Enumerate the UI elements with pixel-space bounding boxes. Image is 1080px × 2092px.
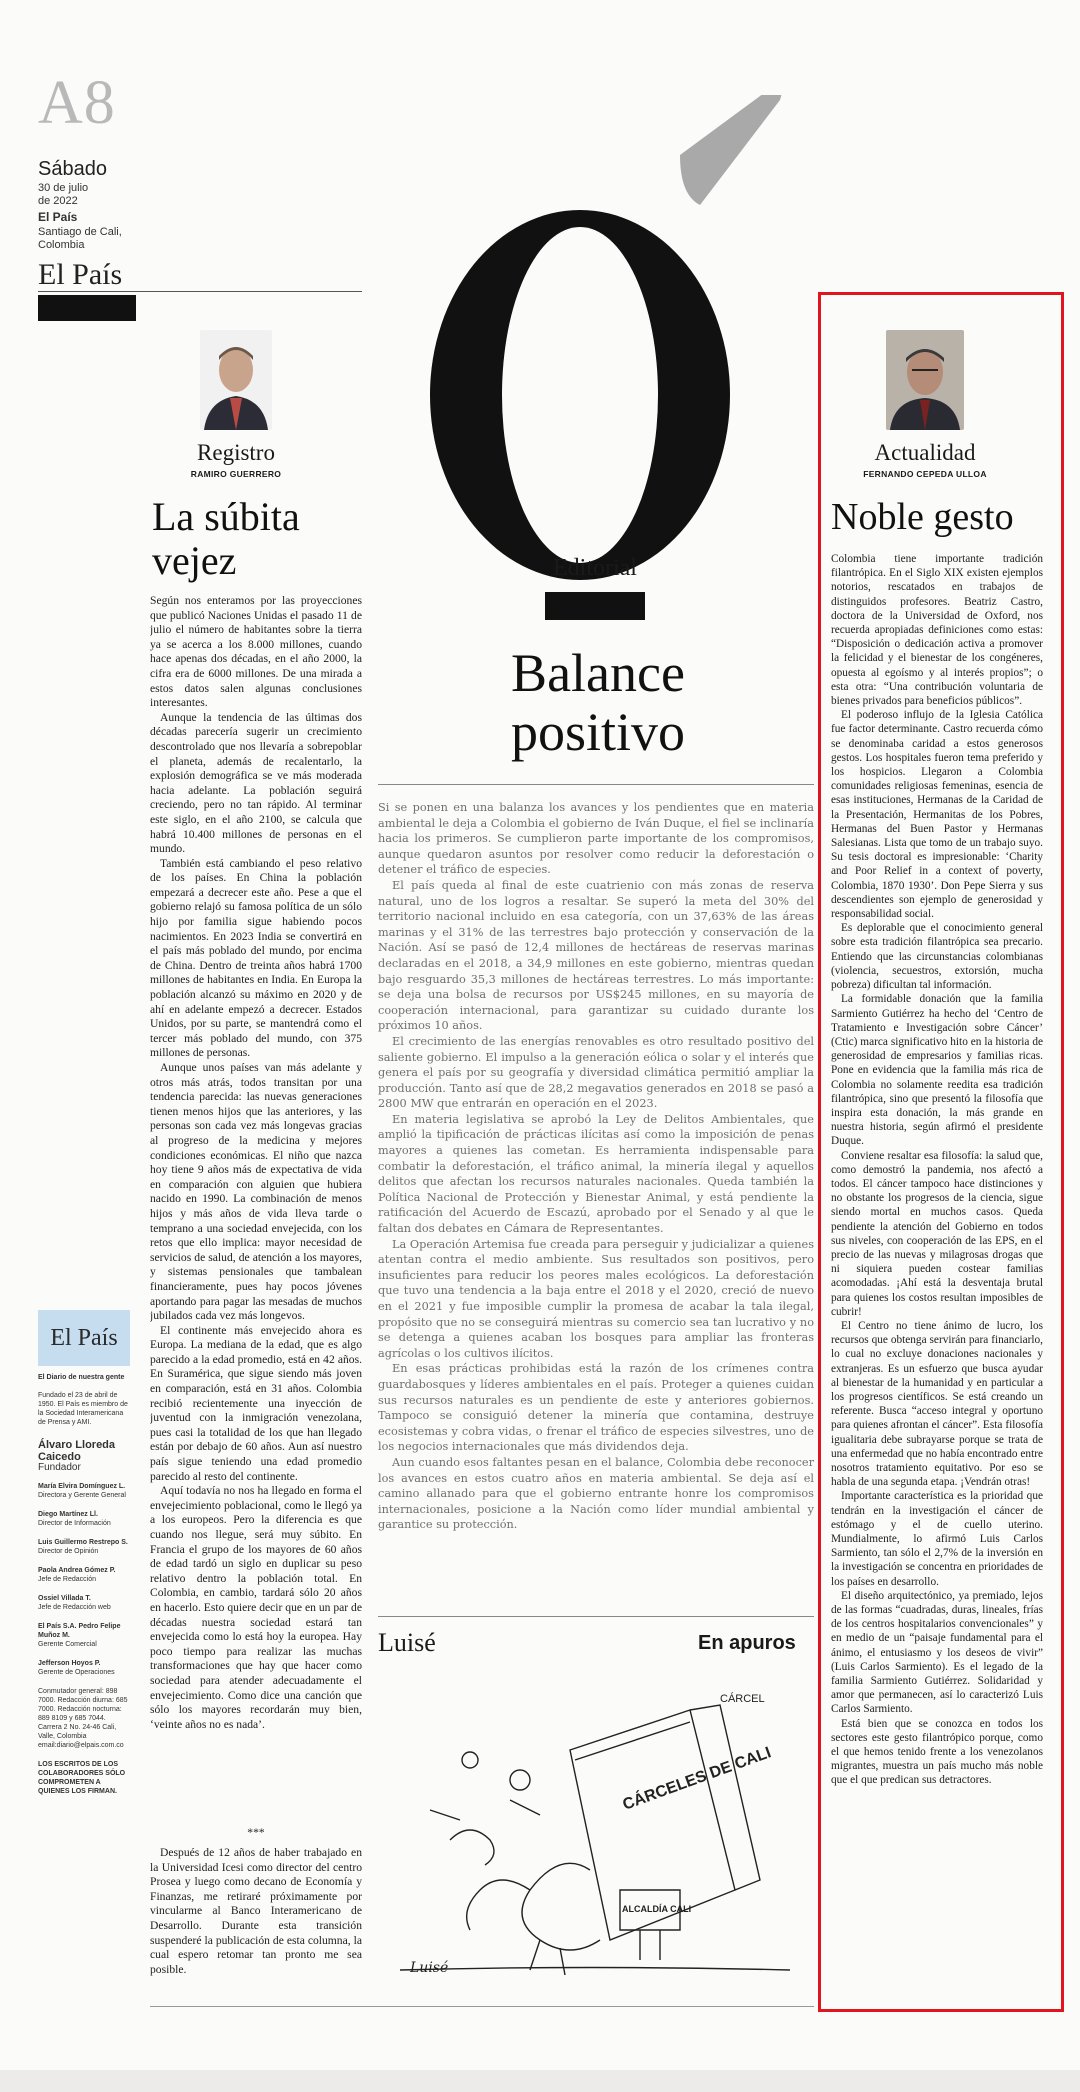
paragraph: Aunque la tendencia de las últimas dos décadas parecería sugerir un crecimiento descontrolado que nos llevaría a sobrepoblar el planeta, además de recalentarlo, la explosión demográfica se ve más moderada hacia adelante. La población seguirá creciendo, pero no tan rápido. Al terminar este siglo, en el año 2100, se calcula que habrá 10.400 millones de personas en el mundo.	[150, 710, 362, 856]
editorial-headline-2: positivo	[510, 702, 686, 762]
cartoon-signature: Luisé	[410, 1960, 449, 1976]
paragraph: Aquí todavía no nos ha llegado en forma el envejecimiento poblacional, como le llegó ya a los europeos. Pero la diferencia es que cuando nos llegue, será muy súbito. En Francia el grupo de los mayores de 60 años de edad tardó un siglo en duplicar su peso relativo dentro la población total. En Colombia, en cambio, tardará sólo 20 años en hacerlo. Esto quiere decir que en un par de décadas nuestra sociedad estará tan envejecida como lo está hoy la europea. Hay poco tiempo para realizar las muchas transformaciones que hay que hacer como sociedad para atender adecuadamente el envejecimiento. Como dice una canción que sólo los mayores recordarán muy bien, ‘veinte años no es nada’.	[150, 1484, 362, 1731]
staff-name: María Elvira Domínguez L.	[38, 1483, 126, 1490]
page-number: A8	[38, 69, 116, 137]
staff-role: Jefe de Redacción	[38, 1576, 96, 1583]
paragraph: Aun cuando esos faltantes pesan en el balance, Colombia debe reconocer los avances en estos cuatro años en materia ambiental. Se deja así el camino allanado para que el gobierno entrante honre los compromisos internacionales, posicione a la Nación como líder mundial ambiental y garantice su protección.	[378, 1455, 814, 1532]
paragraph: El poderoso influjo de la Iglesia Católica fue factor determinante. Castro recuerda cómo se denominaba caridad a estos generosos gestos. Los hospitales fueron tema preferido y los hospicios. Llegaron a Colombia comunidades religiosas femeninas, esencia de esas instituciones, Hermanas de la Caridad de la Presentación, Hermanitas de los Pobres, Hermanas del Buen Pastor y Hermanas Salesianas. Lista que tomo de un trabajo suyo. Su tesis doctoral es impresionable: ‘Charity and Poor Relief in a context of poverty, Colombia, 1870 1930’. Don Pepe Sierra y sus descendientes son ejemplo de generosidad y responsabilidad social.	[831, 709, 1043, 921]
staff-name: Diego Martínez Ll.	[38, 1511, 98, 1518]
staff-name: Luis Guillermo Restrepo S.	[38, 1539, 128, 1546]
section-actualidad: Actualidad	[874, 440, 976, 465]
closing-note	[150, 1846, 362, 1986]
staff-box	[38, 1310, 130, 1796]
staff-role: Gerente Comercial	[38, 1641, 97, 1648]
paragraph: Está bien que se conozca en todos los sectores este gesto filantrópico porque, como el que hemos tenido frente a los venezolanos migrantes, muestra un país mucho más noble que el que predican sus detractores.	[831, 1717, 1043, 1787]
paragraph: La formidable donación que la familia Sarmiento Gutiérrez ha hecho del ‘Centro de Tratamiento e Investigación sobre Cáncer’ (Ctic) marca significativo hito en la historia de generosidad de empresarios y familias ricas. Pone en evidencia que la familia más rica de Colombia no solamente reedita esa tradición filantrópica, sino que presentó la filosofía que inspira esta donación, la más grande en nuestra historia, según afirmó el presidente Duque.	[831, 993, 1043, 1148]
staff-name: Jefferson Hoyos P.	[38, 1660, 101, 1667]
paragraph: En materia legislativa se aprobó la Ley de Delitos Ambientales, que amplió la tipificación de prácticas ilícitas así como la imposición de penas mayores a quienes las cometan. Es herramienta indispensable para combatir la deforestación, el tráfico animal, la minería ilegal y aquellos delitos que afectan los recursos naturales nacionales. Queda también la Política Nacional de Protección y Bienestar Animal, y está pendiente la ratificación del Acuerdo de Escazú, aprobado por el Senado y al que le faltan dos debates en Cámara de Representantes.	[378, 1112, 814, 1236]
cartoon-sign-alcaldia: ALCALDÍA CALI	[622, 1904, 692, 1914]
paragraph: Es deplorable que el conocimiento general sobre esta tradición filantrópica sea precario. Entiendo que las circunstancias colombianas (violencia, secuestros, extorsión, mucha pobreza) dificultan tal información.	[831, 922, 1043, 992]
paragraph: También está cambiando el peso relativo de los países. En China la población empezará a decrecer este año. Pese a que el gobierno relajó su famosa política de un sólo hijo por familia sigue habiendo pocos nacimientos. En 2023 India se convertirá en el país más poblado del mundo, por encima de China. Dentro de treinta años habrá 1700 millones de habitantes en India. En Europa la población alcanzó su máximo en 2020 y de ahí en adelante empezó a decrecer. Estados Unidos, por su parte, se mantendrá como el tercer más poblado del mundo, con 375 millones de personas.	[150, 856, 362, 1060]
paragraph: Importante característica es la prioridad que tendrán en la investigación el cáncer de estómago y el de cuello uterino. Mundialmente, lo afirmó Luis Carlos Sarmiento, tan sólo el 2,7% de la inversión en la investigación se concentra en prioridades de los países en desarrollo.	[831, 1490, 1043, 1588]
paragraph: Según nos enteramos por las proyecciones que publicó Naciones Unidas el pasado 11 de julio el número de habitantes sobre la tierra ya se acerca a los 8.000 millones, cuando hace apenas dos décadas, en el año 2000, la cifra era de 6000 millones. De una mirada a estos datos salen algunas conclusiones interesantes.	[150, 594, 362, 710]
editorial-cartoon	[390, 1690, 810, 1980]
date-line-1: 30 de julio	[38, 182, 89, 194]
paragraph: Aunque unos países van más adelante y otros más atrás, todos transitan por una tendencia parecida: las nuevas generaciones tienen menos hijos que las anteriores, y las personas son cada vez más longevas gracias al progreso de la medicina y mejores condiciones económicas. El niño que nazca hoy tiene 9 años más de expectativa de vida en comparación con alguien que hubiera nacido en 1990. La combinación de menos hijos y más años de vida lleva tarde o temprano a una sociedad envejecida, con los retos que ello implica: mayor necesidad de servicios de salud, de atención a los mayores, y sistemas pensionales que tambalean financieramente, pues hay pocos jóvenes aportando para pagar las mesadas de muchos jubilados cada vez más longevos.	[150, 1061, 362, 1323]
date-line-2: de 2022	[38, 195, 78, 207]
masthead-black-bar	[38, 295, 136, 321]
editorial-label: Editorial	[553, 555, 637, 581]
author-right: FERNANDO CEPEDA ULLOA	[863, 469, 987, 479]
columnist-photo-left	[200, 330, 272, 430]
location-line-2: Colombia	[38, 239, 85, 251]
paragraph: El país queda al final de este cuatrienio con más zonas de reserva natural, uno de los logros a resaltar. Se superó la meta del 30% del territorio nacional incluido en esa categoría, con un 37,63% de las áreas marinas y el 31% de las terrestres bajo protección y conservación de la Nación. Así se pasó de 12,4 millones de hectáreas de reservas marinas declaradas en el 2018, a 34,9 millones en este gobierno, mientras quedan bajo resguardo 35,3 millones de hectáreas terrestres. Lo más importante: se deja una bolsa de recursos por US$245 millones, en su mayoría de cooperación internacional, para garantizar su cuidado durante los próximos 10 años.	[378, 878, 814, 1033]
staff-contact: Conmutador general: 898 7000. Redacción diurna: 685 7000. Redacción nocturna: 889 8109 y 685 7044. Carrera 2 No. 24-46 Cali, Valle, Colombia email:diario@elpais.com.co	[38, 1688, 128, 1749]
weekday: Sábado	[38, 158, 107, 180]
bottom-rule	[150, 2006, 814, 2007]
paragraph: La Operación Artemisa fue creada para perseguir y judicializar a quienes atentan contra el medio ambiente. Sus resultados son positivos, pero insuficientes para reducir los peores males ecológicos. La deforestación que tuvo una tendencia a la baja entre el 2018 y el 2020, creció de nuevo en el 2021 y fue imposible cumplir la promesa de acabar la tala ilegal, propósito que no se conseguirá mientras su comercio sea tan lucrativo y no se detenga a quienes acaban los bosques para ampliar las fronteras agrícolas o los cultivos ilícitos.	[378, 1237, 814, 1360]
staff-name: El País S.A. Pedro Felipe Muñoz M.	[38, 1623, 121, 1639]
paragraph: El crecimiento de las energías renovables es otro resultado positivo del saliente gobierno. El impulso a la generación eólica o solar y el interés que genera el país por su geografía y diversidad climática permitió ampliar la producción. Tanto así que de 28,2 megavatios generados en 2018 se pasó a 2800 MW que entrarán en operación en el 2023.	[378, 1034, 814, 1111]
staff-name: Ossiel Villada T.	[38, 1595, 91, 1602]
paper-name: El País	[38, 210, 78, 224]
staff-name: Paola Andrea Gómez P.	[38, 1567, 116, 1574]
paragraph: En esas prácticas prohibidas está la razón de los crímenes contra guardabosques y líderes ambientales en el país. Proteger a quienes cuidan sus recursos naturales es un pendiente de este y anteriores gobiernos. Tampoco se consiguió detener la minería que contamina, destruye ecosistemas y cobra vidas, o frenar el tráfico de especies silvestres, uno de los negocios internacionales que más dividendos deja.	[378, 1362, 814, 1454]
paragraph: Si se ponen en una balanza los avances y los pendientes que en materia ambiental le deja a Colombia el gobierno de Iván Duque, el fiel se inclinaría hacia los primeros. Se cumplieron parte importante de los compromisos, aunque quedaron asuntos por resolver como reducir la deforestación o detener el tráfico de especies.	[378, 801, 814, 877]
cartoon-sign-top: CÁRCEL	[720, 1693, 765, 1705]
paragraph: El continente más envejecido ahora es Europa. La mediana de la edad, que es algo parecido a la edad promedio, está en 42 años. En Suramérica, que sigue siendo más joven en comparación, está en 31 años. Colombia recibió recientemente una inyección de juventud con la inmigración venezolana, pues casi la totalidad de los que han llegado están por debajo de 60 años. Aun así nuestro país sigue teniendo una edad promedio parecido al resto del continente.	[150, 1323, 362, 1483]
cartoonist-name: Luisé	[378, 1628, 436, 1657]
closing-paragraph: Después de 12 años de haber trabajado en la Universidad Icesi como director del centro Prosea y luego como decano de Economía y Finanzas, me retiraré próximamente por vincularme al Banco Interamericano de Desarrollo. Durante esta transición suspenderé la publicación de esta columna, la cual espero retomar tan pronto me sea posible.	[150, 1846, 362, 1976]
headline-right: Noble gesto	[831, 496, 1014, 538]
founder-name: Álvaro Lloreda Caicedo	[38, 1439, 116, 1463]
cartoon-title: En apuros	[698, 1632, 796, 1654]
highlight-selection-box	[818, 292, 1064, 2012]
editorial-rule	[378, 784, 814, 785]
staff-tagline: El Diario de nuestra gente	[38, 1374, 125, 1381]
paragraph: Conviene resaltar esa filosofía: la salud que, como demostró la pandemia, nos afectó a todos. El cáncer tampoco hace distinciones y no obstante los progresos de la ciencia, sigue siendo mortal en muchos casos. Queda pendiente la atención del Gobierno en todos sus niveles, con cooperación de las EPS, en el precio de las nuevas y milagrosas drogas que ni siquiera pueden costear familias acomodadas. ¡Ahí está la desventaja brutal para quienes los costos resultan imposibles de cubrir!	[831, 1149, 1043, 1318]
staff-role: Director de Opinión	[38, 1548, 99, 1555]
editorial-headline-1: Balance	[511, 643, 685, 703]
staff-role: Director de Información	[38, 1520, 111, 1527]
staff-role: Gerente de Operaciones	[38, 1669, 115, 1676]
staff-founded: Fundado el 23 de abril de 1950. El País es miembro de la Sociedad Interamericana de Prensa y AMI.	[38, 1392, 128, 1426]
cartoon-sign-main: CÁRCELES DE CALI	[620, 1744, 774, 1814]
editorial-black-bar	[545, 592, 645, 620]
staff-disclaimer: LOS ESCRITOS DE LOS COLABORADORES SÓLO COMPROMETEN A QUIENES LOS FIRMAN.	[38, 1761, 126, 1795]
article-body-left	[150, 594, 362, 1884]
location-line-1: Santiago de Cali,	[38, 226, 122, 238]
founder-role: Fundador	[38, 1462, 81, 1473]
separator: ***	[247, 1826, 265, 1839]
section-registro: Registro	[197, 440, 275, 465]
headline-left-1: La súbita	[152, 494, 300, 539]
paragraph: El Centro no tiene ánimo de lucro, los recursos que obtenga servirán para financiarlo, lo cual no excluye donaciones nacionales y extranjeras. Es un esfuerzo que busca ayudar al bienestar de la humanidad y en particular a los progresos científicos. Se está creando un referente. Busca “acceso integral y oportuno para quienes afrontan el cáncer”. Esta filosofía igualitaria debe subrayarse porque se trata de una enfermedad que no había encontrado entre nosotros tratamiento equitativo. Por eso se habla de una segunda etapa. ¡Vendrán otras!	[831, 1319, 1043, 1489]
staff-role: Jefe de Redacción web	[38, 1604, 111, 1611]
footer-strip	[0, 2070, 1080, 2092]
author-left: RAMIRO GUERRERO	[190, 469, 282, 479]
cartoon-rule	[378, 1616, 814, 1617]
opinion-o-logo	[380, 95, 800, 595]
paragraph: Colombia tiene importante tradición filantrópica. En el Siglo XIX existen ejemplos notorios, rescatados en trabajos de distinguidos profesores. Beatriz Castro, doctora de la Universidad de Oxford, nos recuerda apropiadas definiciones como estas: “Disposición o dedicación activa a promover la felicidad y el bienestar de los congéneres, opuesta al egoísmo y al interés propios”; o esta otra: “Una contribución voluntaria de bienes privados para beneficios públicos”.	[831, 553, 1043, 708]
brand-logo: El País	[38, 258, 123, 291]
headline-left-2: vejez	[152, 538, 237, 583]
editorial-body	[378, 800, 814, 1620]
paragraph: El diseño arquitectónico, ya premiado, lejos de las formas “cuadradas, duras, lineales, frías de los centros hospitalarios convencionales” y en medio de un “paisaje fundamental para el ánimo, el entusiasmo y los deseos de vivir” (Luis Carlos Sarmiento). Es el legado de la familia Sarmiento Gutiérrez. Solidaridad y amor que permanecen, así lo caracterizó Luis Carlos Sarmiento.	[831, 1589, 1043, 1716]
masthead-rule	[38, 291, 362, 292]
staff-role: Directora y Gerente General	[38, 1492, 126, 1499]
staff-logo: El País	[38, 1310, 130, 1366]
